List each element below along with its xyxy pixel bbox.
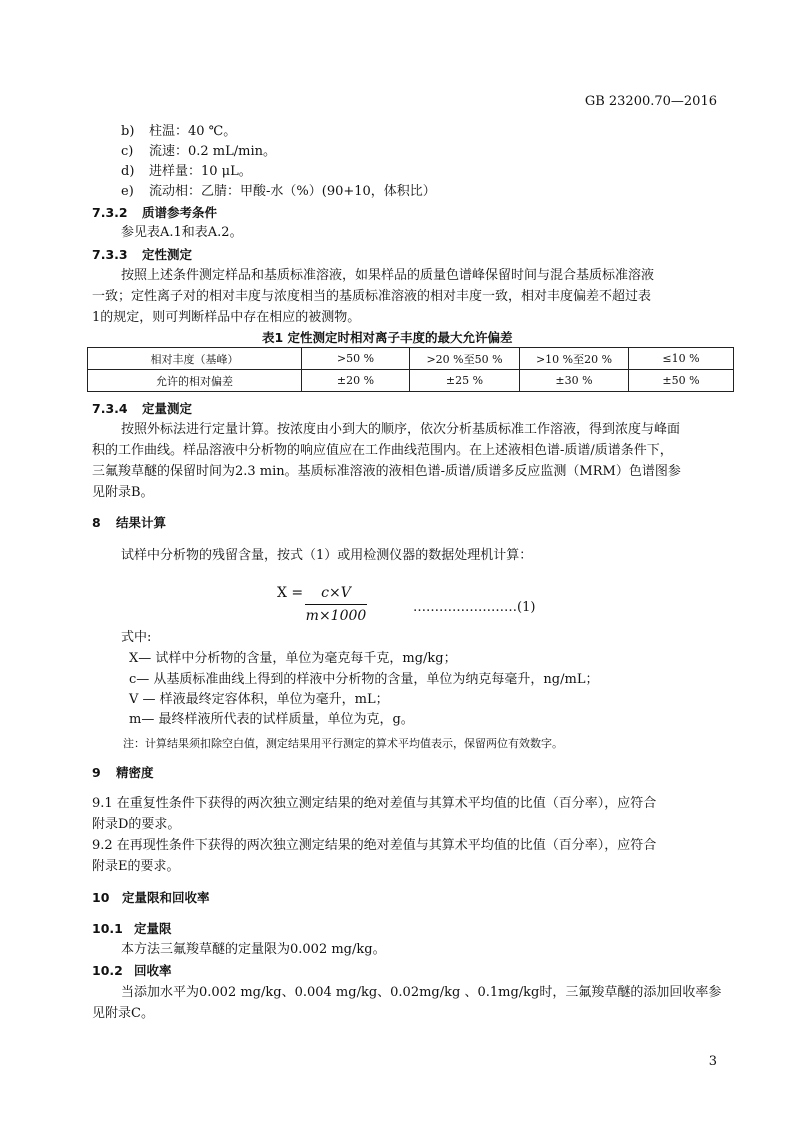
heading-7-3-3-title: 定性测定 (142, 247, 193, 262)
formula-fraction (305, 584, 367, 625)
heading-7-3-4-num: 7.3.4 (92, 401, 128, 416)
heading-10 (92, 890, 210, 906)
heading-7-3-3-num: 7.3.3 (92, 247, 128, 262)
table-cell: ±50 % (629, 370, 734, 392)
formula-lhs: X = (277, 585, 304, 601)
condition-b-text: 柱温：40 ℃。 (149, 124, 237, 139)
condition-d-text: 进样量：10 μL。 (149, 164, 252, 179)
s733-line-3: 1的规定，则可判断样品中存在相应的被测物。 (92, 310, 361, 325)
s734-line-2: 积的工作曲线。样品溶液中分析物的响应值应在工作曲线范围内。在上述液相色谱-质谱/质谱条件下， (92, 443, 673, 458)
condition-e-label: e) (121, 184, 134, 199)
condition-c (121, 144, 276, 160)
fraction-bar (305, 604, 367, 605)
heading-10-2 (92, 963, 172, 979)
condition-c-text: 流速：0.2 mL/min。 (149, 144, 277, 159)
s733-line-2: 一致；定性离子对的相对丰度与浓度相当的基质标准溶液的相对丰度一致，相对丰度偏差不超过表 (92, 289, 652, 304)
formula-numerator: c×V (321, 585, 351, 601)
s102-line-1: 当添加水平为0.002 mg/kg、0.004 mg/kg、0.02mg/kg 、0.1mg/kg时，三氟羧草醚的添加回收率参 (121, 985, 722, 1000)
heading-9 (92, 765, 154, 781)
table-caption: 表1 定性测定时相对离子丰度的最大允许偏差 (262, 330, 513, 345)
var-c: c— 从基质标准曲线上得到的样液中分析物的含量，单位为纳克每毫升，ng/mL； (129, 672, 599, 687)
heading-10-1-title: 定量限 (134, 921, 172, 936)
formula-denominator: m×1000 (305, 608, 367, 624)
table-cell: ±30 % (520, 370, 629, 392)
s101-body: 本方法三氟羧草醚的定量限为0.002 mg/kg。 (121, 942, 386, 957)
condition-d-label: d) (121, 164, 135, 179)
heading-10-2-num: 10.2 (92, 963, 123, 978)
condition-e (121, 184, 436, 200)
table-row (88, 348, 734, 370)
heading-7-3-3 (92, 247, 192, 263)
table-cell: 相对丰度（基峰） (88, 348, 302, 370)
s734-line-4: 见附录B。 (92, 485, 154, 500)
table-cell: >50 % (302, 348, 410, 370)
s102-line-2: 见附录C。 (92, 1006, 154, 1021)
heading-8 (92, 515, 166, 531)
heading-10-2-title: 回收率 (134, 963, 172, 978)
heading-7-3-4 (92, 401, 192, 417)
heading-10-title: 定量限和回收率 (122, 890, 210, 905)
table-cell: >10 %至20 % (520, 348, 629, 370)
condition-d (121, 164, 252, 180)
s732-body: 参见表A.1和表A.2。 (121, 225, 243, 240)
condition-e-text: 流动相：乙腈：甲酸-水（%）(90+10，体积比） (149, 184, 436, 199)
condition-b-label: b) (121, 124, 135, 139)
heading-8-num: 8 (92, 515, 101, 530)
page-number: 3 (708, 1054, 717, 1069)
heading-7-3-2 (92, 205, 217, 221)
heading-7-3-2-num: 7.3.2 (92, 205, 128, 220)
condition-b (121, 124, 236, 140)
var-x: X— 试样中分析物的含量，单位为毫克每千克，mg/kg； (129, 651, 457, 666)
heading-10-1-num: 10.1 (92, 921, 123, 936)
s734-line-3: 三氟羧草醚的保留时间为2.3 min。基质标准溶液的液相色谱-质谱/质谱多反应监测（MRM）色谱图参 (92, 464, 681, 479)
s9-p1-line-1: 9.1 在重复性条件下获得的两次独立测定结果的绝对差值与其算术平均值的比值（百分率），应符合 (92, 796, 657, 811)
heading-10-num: 10 (92, 890, 110, 905)
heading-10-1 (92, 921, 172, 937)
s9-p1-line-2: 附录D的要求。 (92, 817, 181, 832)
s8-intro: 试样中分析物的残留含量，按式（1）或用检测仪器的数据处理机计算： (121, 548, 533, 563)
s9-p2-line-1: 9.2 在再现性条件下获得的两次独立测定结果的绝对差值与其算术平均值的比值（百分率），应符合 (92, 838, 657, 853)
table-cell: >20 %至50 % (410, 348, 520, 370)
table-cell: ±20 % (302, 370, 410, 392)
s733-line-1: 按照上述条件测定样品和基质标准溶液，如果样品的质量色谱峰保留时间与混合基质标准溶液 (121, 268, 655, 283)
var-v: V — 样液最终定容体积，单位为毫升，mL； (129, 692, 389, 707)
heading-7-3-2-title: 质谱参考条件 (142, 205, 218, 220)
table-cell: ≤10 % (629, 348, 734, 370)
where-label: 式中: (121, 630, 152, 645)
heading-9-num: 9 (92, 765, 101, 780)
s9-p2-line-2: 附录E的要求。 (92, 859, 180, 874)
table-cell: ±25 % (410, 370, 520, 392)
table-cell: 允许的相对偏差 (88, 370, 302, 392)
heading-9-title: 精密度 (116, 765, 154, 780)
condition-c-label: c) (121, 144, 134, 159)
heading-7-3-4-title: 定量测定 (142, 401, 193, 416)
standard-number: GB 23200.70—2016 (584, 94, 717, 109)
table-row (88, 370, 734, 392)
s734-line-1: 按照外标法进行定量计算。按浓度由小到大的顺序，依次分析基质标准工作溶液，得到浓度与峰面 (121, 422, 681, 437)
var-m: m— 最终样液所代表的试样质量，单位为克，g。 (129, 712, 414, 727)
tolerance-table (87, 347, 734, 392)
calc-note: 注：计算结果须扣除空白值，测定结果用平行测定的算术平均值表示，保留两位有效数字。 (123, 737, 563, 750)
formula-ref: ……………………(1) (413, 600, 536, 615)
heading-8-title: 结果计算 (116, 515, 167, 530)
